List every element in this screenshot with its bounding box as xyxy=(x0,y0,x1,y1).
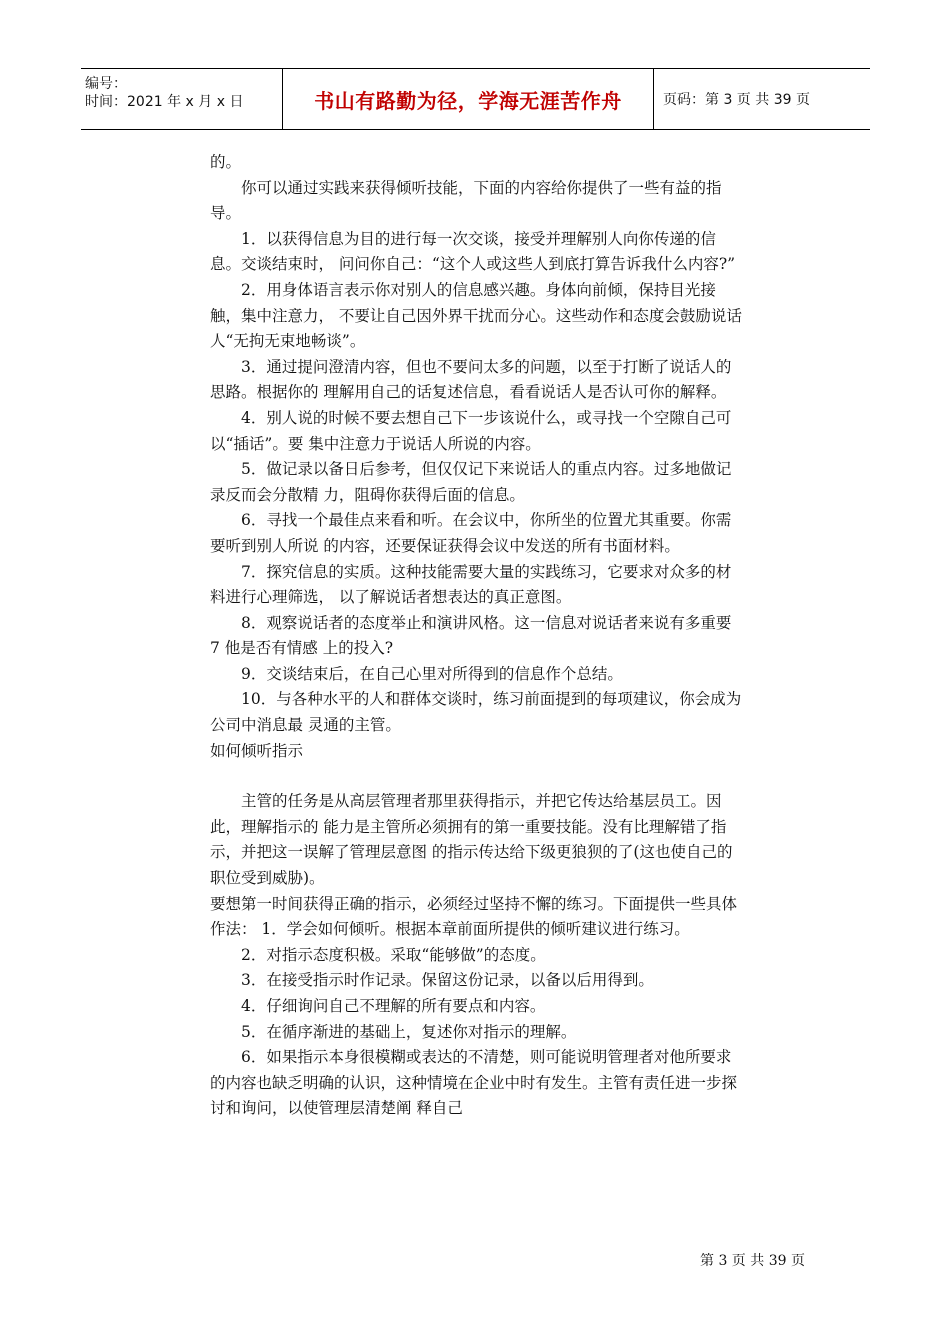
document-body xyxy=(210,150,742,1122)
header-motto-cell xyxy=(282,69,654,129)
list-item: 4．别人说的时候不要去想自己下一步该说什么，或寻找一个空隙自己可以“插话”。要 集中注意力于说话人所说的内容。 xyxy=(210,408,732,453)
list-item: 5．做记录以备日后参考，但仅仅记下来说话人的重点内容。过多地做记录反而会分散精 力，阻碍你获得后面的信息。 xyxy=(210,460,732,504)
header-page-info: 页码：第 3 页 共 39 页 xyxy=(663,92,810,108)
page-footer: 第 3 页 共 39 页 xyxy=(700,1253,805,1269)
list-item: 8．观察说话者的态度举止和演讲风格。这一信息对说话者来说有多重要 7 他是否有情感 上的投入? xyxy=(210,613,732,658)
section-heading: 如何倾听指示 xyxy=(210,741,304,760)
list-item: 10．与各种水平的人和群体交谈时，练习前面提到的每项建议，你会成为公司中消息最 灵通的主管。 xyxy=(210,690,742,735)
list-item: 2．用身体语言表示你对别人的信息感兴趣。身体向前倾，保持目光接触，集中注意力， 不要让自己因外界干扰而分心。这些动作和态度会鼓励说话人“无拘无束地畅谈”。 xyxy=(210,280,742,351)
paragraph: 要想第一时间获得正确的指示，必须经过坚持不懈的练习。下面提供一些具体作法： 1．学会如何倾听。根据本章前面所提供的倾听建议进行练习。 xyxy=(210,894,738,939)
list-item: 6．如果指示本身很模糊或表达的不清楚，则可能说明管理者对他所要求的内容也缺乏明确的认识，这种情境在企业中时有发生。主管有责任进一步探讨和询问，以使管理层清楚阐 释自己 xyxy=(210,1048,738,1118)
list-item: 1．以获得信息为目的进行每一次交谈，接受并理解别人向你传递的信息。交谈结束时， 问问你自己：“这个人或这些人到底打算告诉我什么内容?” xyxy=(210,229,736,274)
paragraph: 你可以通过实践来获得倾听技能，下面的内容给你提供了一些有益的指导。 xyxy=(210,178,722,223)
list-item: 9．交谈结束后，在自己心里对所得到的信息作个总结。 xyxy=(241,664,623,683)
list-item: 3．在接受指示时作记录。保留这份记录，以备以后用得到。 xyxy=(241,971,654,990)
date-line: 时间：2021 年 x 月 x 日 xyxy=(85,94,244,110)
motto-text: 书山有路勤为径，学海无涯苦作舟 xyxy=(314,88,622,113)
list-item: 7．探究信息的实质。这种技能需要大量的实践练习，它要求对众多的材料进行心理筛选， 以了解说话者想表达的真正意图。 xyxy=(210,562,732,607)
code-label: 编号： xyxy=(85,76,127,92)
list-item: 3．通过提问澄清内容，但也不要问太多的问题，以至于打断了说话人的思路。根据你的 理解用自己的话复述信息，看看说话人是否认可你的解释。 xyxy=(210,357,732,402)
list-item: 6．寻找一个最佳点来看和听。在会议中，你所坐的位置尤其重要。你需要听到别人所说 的内容，还要保证获得会议中发送的所有书面材料。 xyxy=(210,511,732,555)
header-meta xyxy=(81,69,281,129)
page-header xyxy=(81,68,870,130)
paragraph: 主管的任务是从高层管理者那里获得指示，并把它传达给基层员工。因此，理解指示的 能力是主管所必须拥有的第一重要技能。没有比理解错了指示，并把这一误解了管理层意图 的指示传达给下级更狼狈的了(这也使自己的职位受到威胁)。 xyxy=(210,792,733,888)
paragraph: 的。 xyxy=(210,153,242,171)
list-item: 4．仔细询问自己不理解的所有要点和内容。 xyxy=(241,997,546,1015)
list-item: 2．对指示态度积极。采取“能够做”的态度。 xyxy=(241,945,546,964)
list-item: 5．在循序渐进的基础上，复述你对指示的理解。 xyxy=(241,1022,577,1041)
